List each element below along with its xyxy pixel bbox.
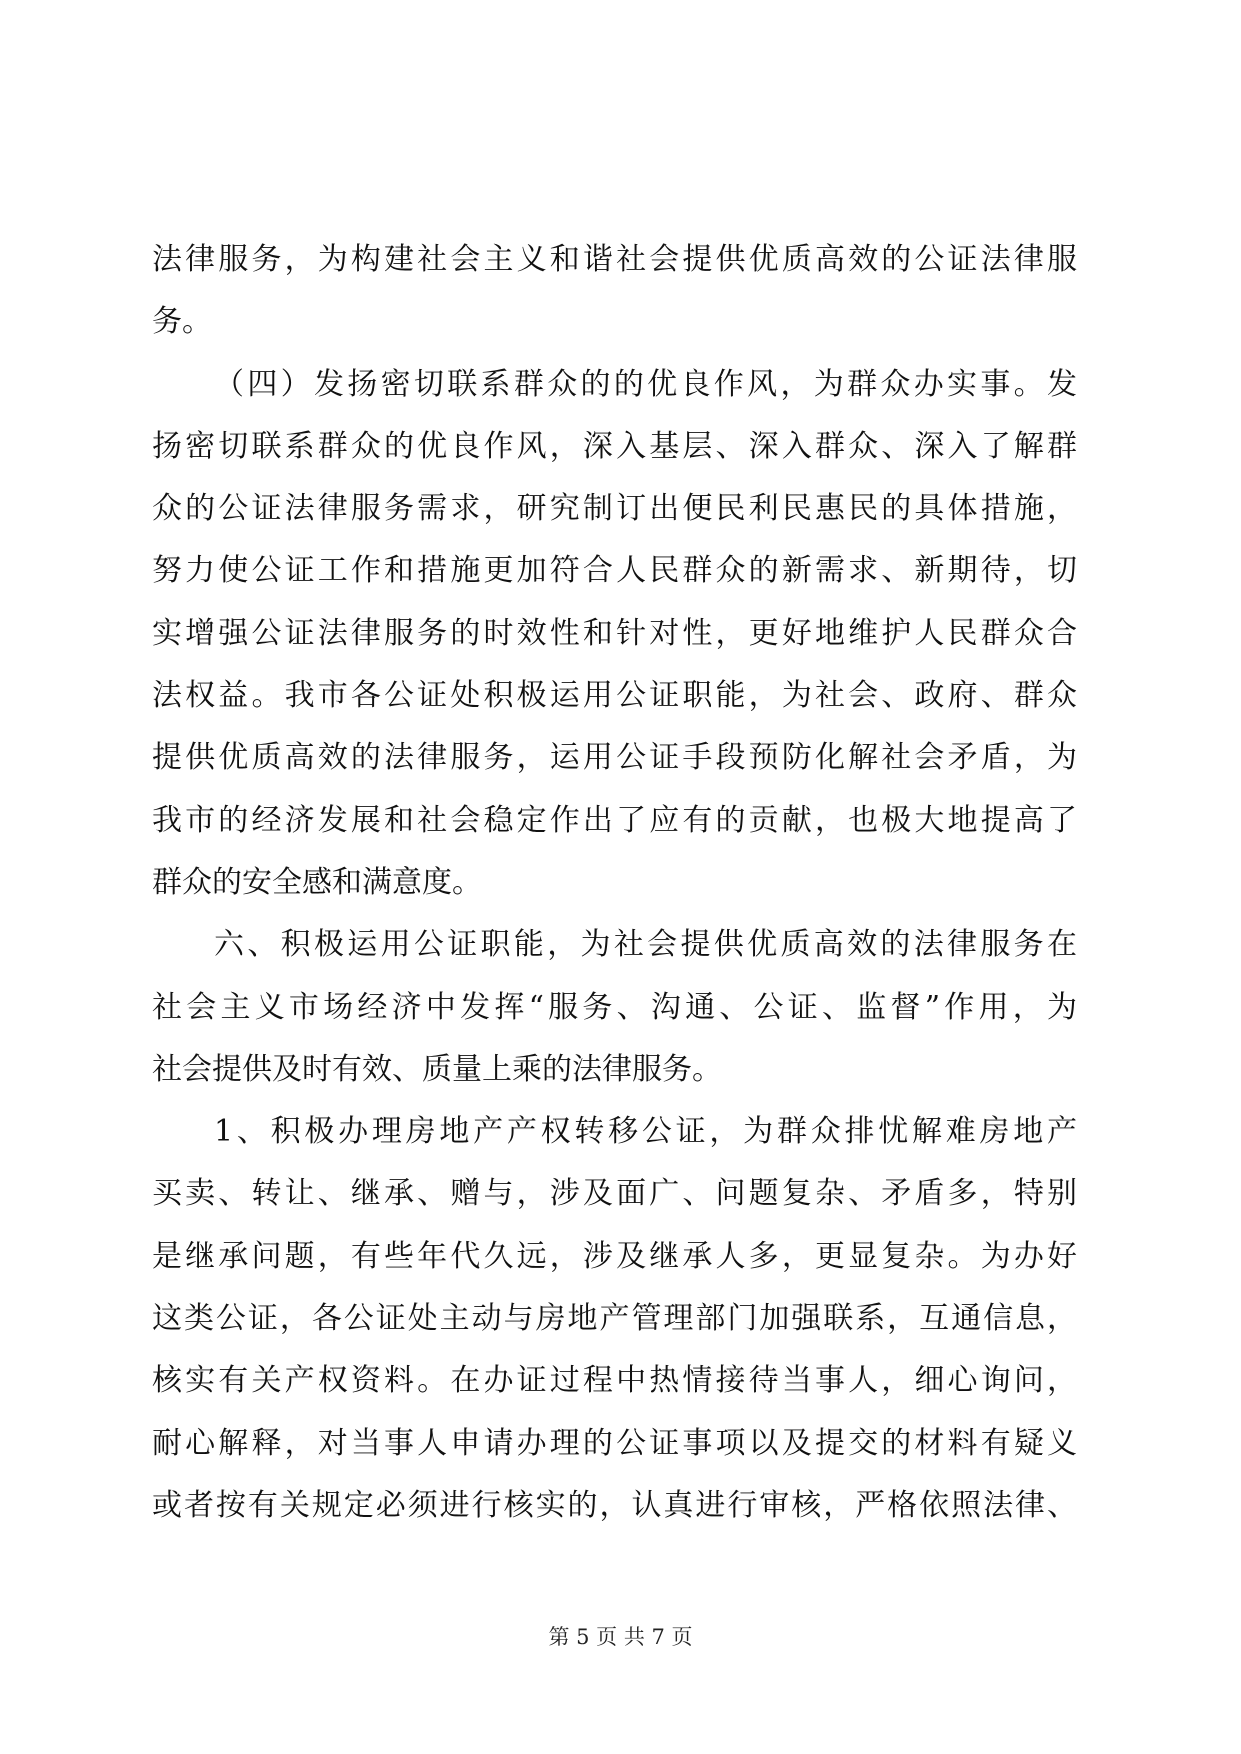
text-line: 实增强公证法律服务的时效性和针对性，更好地维护人民群众合 [152,615,1077,651]
text-line: 六、积极运用公证职能，为社会提供优质高效的法律服务在 [214,927,1077,963]
text-line: 核实有关产权资料。在办证过程中热情接待当事人，细心询问， [152,1363,1077,1399]
text-line: 买卖、转让、继承、赠与，涉及面广、问题复杂、矛盾多，特别 [152,1176,1077,1212]
text-line: 群众的安全感和满意度。 [152,864,482,900]
text-line: 这类公证，各公证处主动与房地产管理部门加强联系，互通信息， [152,1301,1077,1337]
text-line: 是继承问题，有些年代久远，涉及继承人多，更显复杂。为办好 [152,1238,1077,1274]
text-line: 社会提供及时有效、质量上乘的法律服务。 [152,1051,722,1087]
text-line: 法权益。我市各公证处积极运用公证职能，为社会、政府、群众 [152,678,1077,714]
page-number-footer: 第 5 页 共 7 页 [548,1625,693,1649]
text-line: 社会主义市场经济中发挥“服务、沟通、公证、监督”作用，为 [152,989,1077,1025]
text-line: 提供优质高效的法律服务，运用公证手段预防化解社会矛盾，为 [152,740,1077,776]
text-line: （四）发扬密切联系群众的的优良作风，为群众办实事。发 [214,366,1077,402]
text-line: 耐心解释，对当事人申请办理的公证事项以及提交的材料有疑义 [152,1425,1077,1461]
text-line: 1、积极办理房地产产权转移公证，为群众排忧解难房地产 [214,1114,1077,1150]
paragraph [152,1101,1077,1537]
text-line: 众的公证法律服务需求，研究制订出便民利民惠民的具体措施， [152,491,1077,527]
paragraph [152,914,1077,1101]
text-line: 务。 [152,304,212,340]
document-body [152,229,1077,1537]
text-line: 法律服务，为构建社会主义和谐社会提供优质高效的公证法律服 [152,242,1077,277]
paragraph [152,354,1077,915]
text-line: 我市的经济发展和社会稳定作出了应有的贡献，也极大地提高了 [152,802,1077,838]
text-line: 或者按有关规定必须进行核实的，认真进行审核，严格依照法律、 [152,1487,1077,1523]
paragraph [152,229,1077,354]
text-line: 扬密切联系群众的优良作风，深入基层、深入群众、深入了解群 [152,428,1077,464]
text-line: 努力使公证工作和措施更加符合人民群众的新需求、新期待，切 [152,553,1077,589]
